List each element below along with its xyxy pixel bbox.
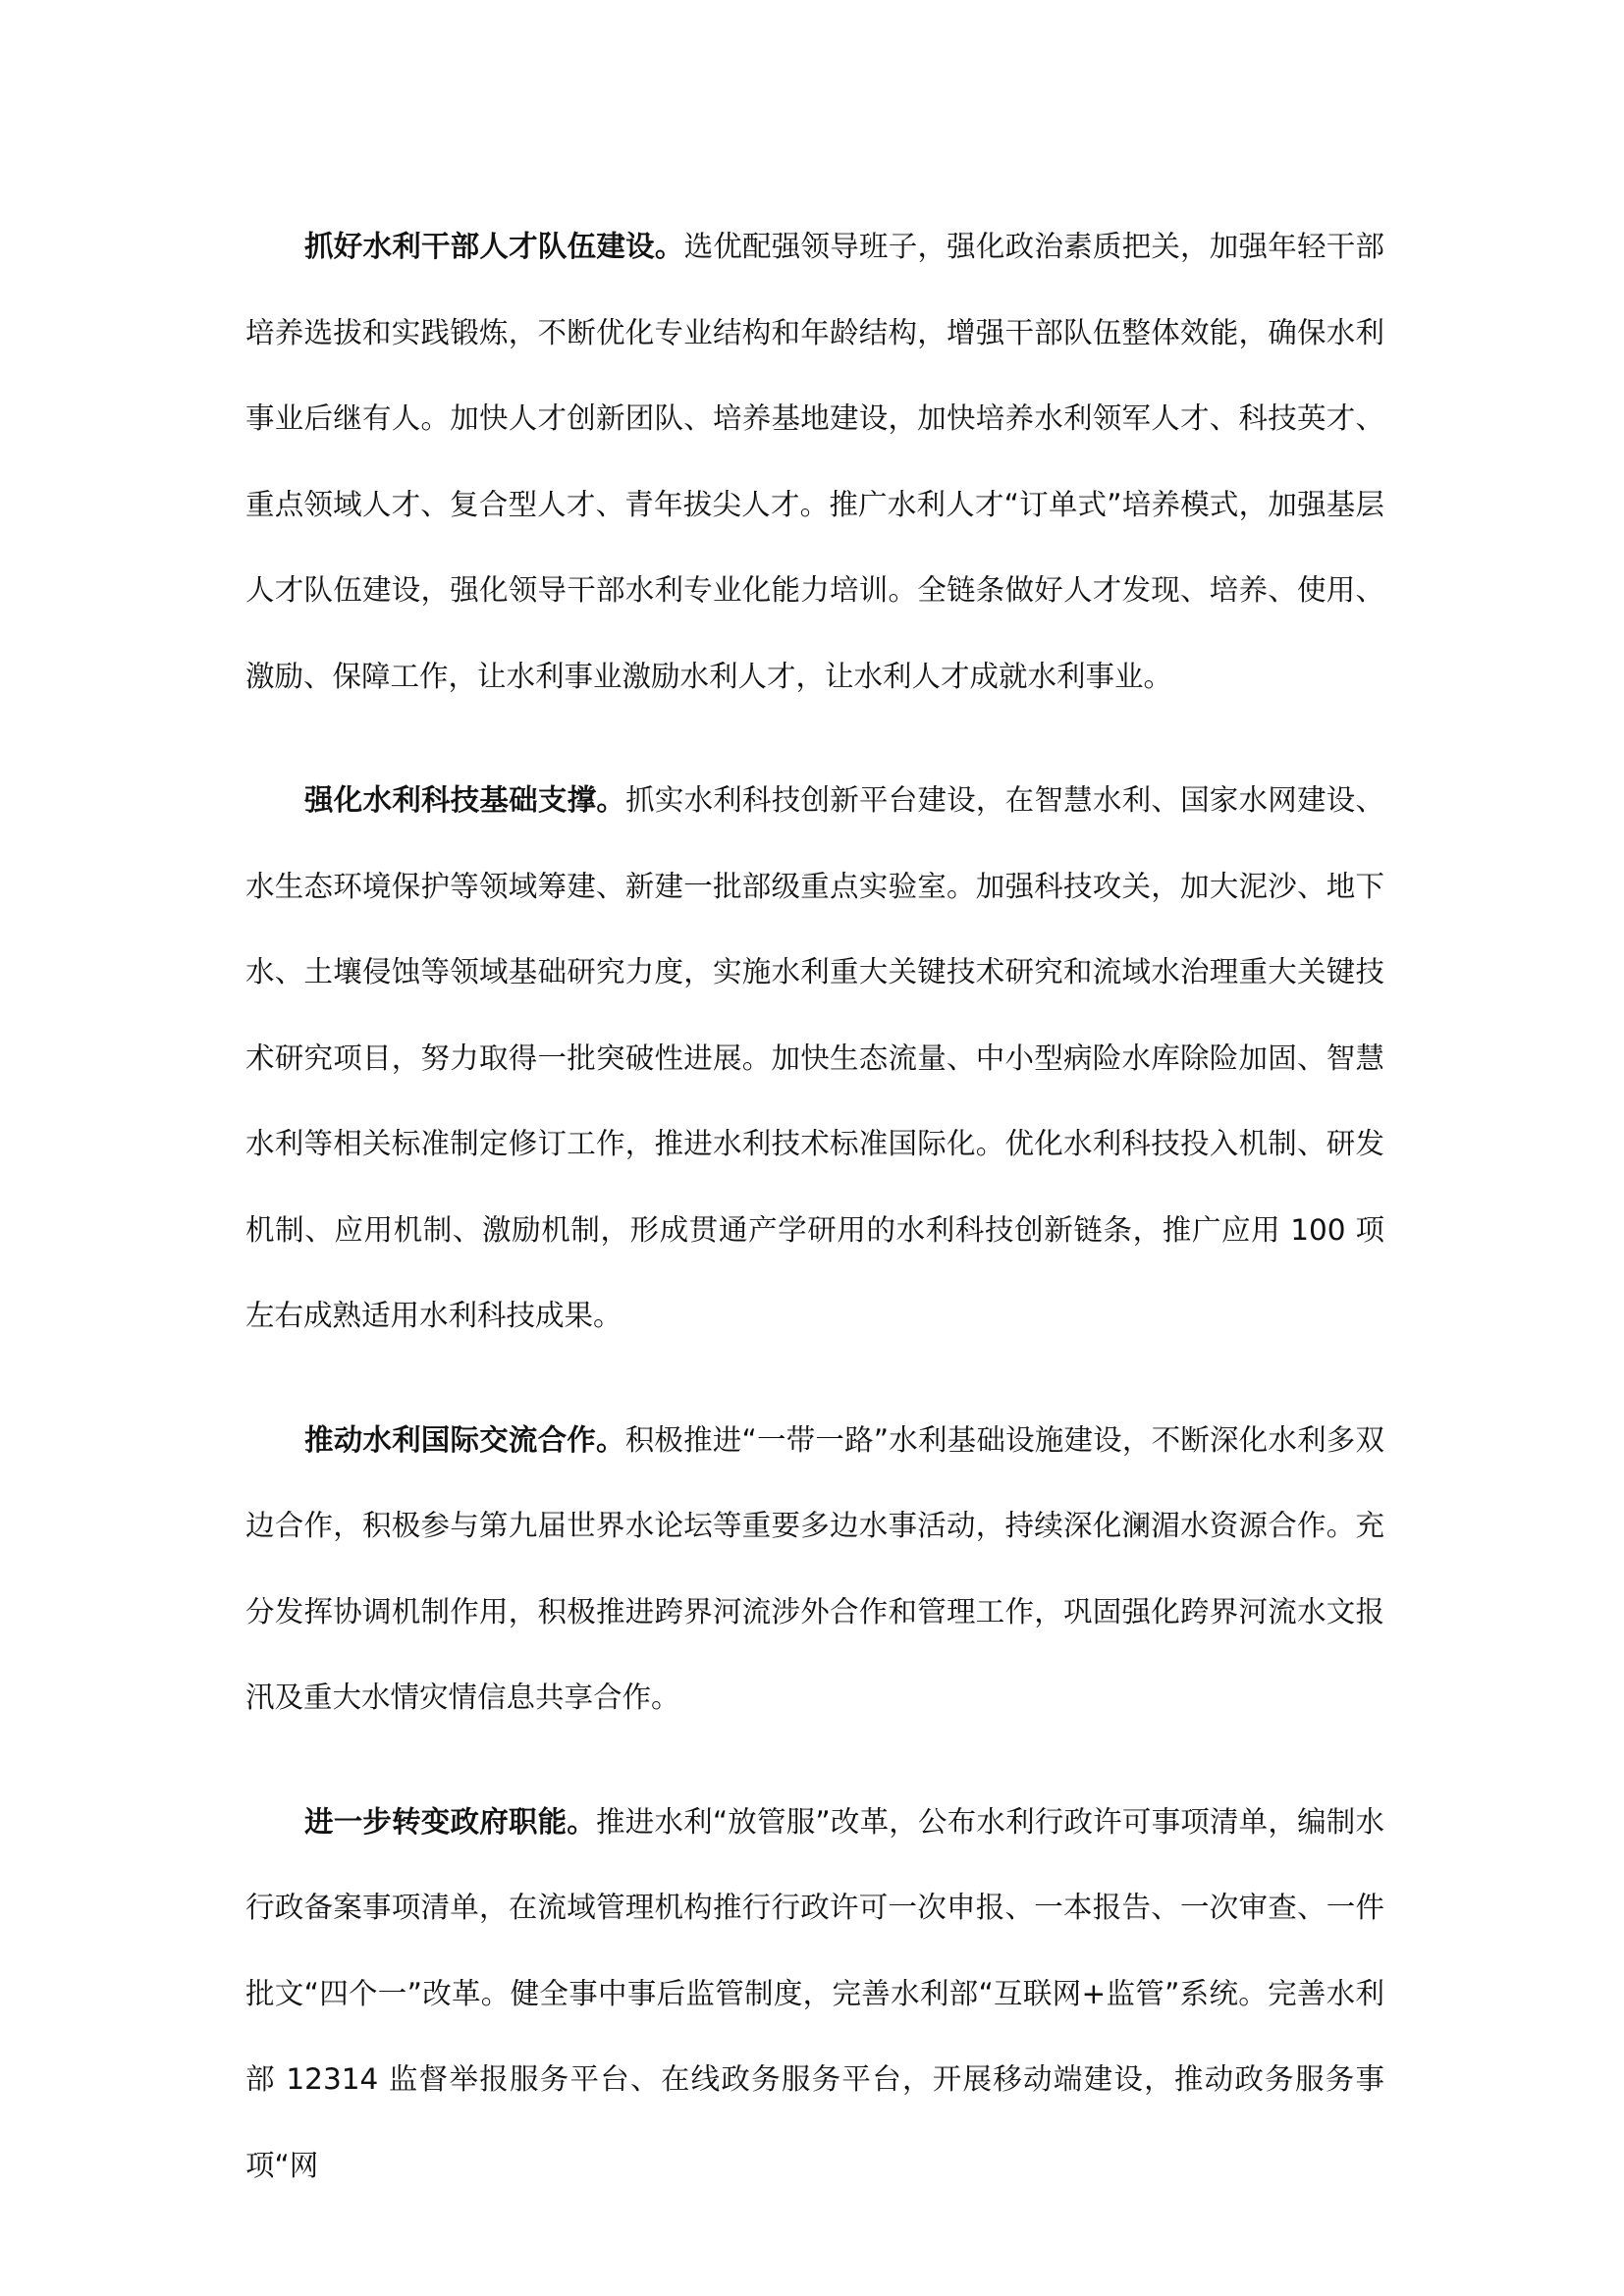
document-body [245, 204, 1384, 2247]
paragraph-international-cooperation [245, 1398, 1384, 1741]
paragraph-heading: 强化水利科技基础支撑。 [304, 783, 626, 817]
paragraph-text: 推进水利“放管服”改革，公布水利行政许可事项清单，编制水行政备案事项清单，在流域管理机构推行行政许可一次申报、一本报告、一次审查、一件批文“四个一”改革。健全事中事后监管制度，完善水利部“互联网+监管”系统。完善水利部 12314 监督举报服务平台、在线政务服务平台，开展移动端建设，推动政务服务事项“网 [245, 1804, 1384, 2182]
paragraph-heading: 抓好水利干部人才队伍建设。 [304, 230, 684, 263]
paragraph-government-functions [245, 1780, 1384, 2210]
paragraph-text: 积极推进“一带一路”水利基础设施建设，不断深化水利多双边合作，积极参与第九届世界水论坛等重要多边水事活动，持续深化澜湄水资源合作。充分发挥协调机制作用，积极推进跨界河流涉外合作和管理工作，巩固强化跨界河流水文报汛及重大水情灾情信息共享合作。 [245, 1422, 1384, 1714]
paragraph-heading: 进一步转变政府职能。 [304, 1804, 597, 1839]
paragraph-talent-team [245, 204, 1384, 720]
paragraph-text: 选优配强领导班子，强化政治素质把关，加强年轻干部培养选拔和实践锻炼，不断优化专业结构和年龄结构，增强干部队伍整体效能，确保水利事业后继有人。加快人才创新团队、培养基地建设，加快培养水利领军人才、科技英才、重点领域人才、复合型人才、青年拔尖人才。推广水利人才“订单式”培养模式，加强基层人才队伍建设，强化领导干部水利专业化能力培训。全链条做好人才发现、培养、使用、激励、保障工作，让水利事业激励水利人才，让水利人才成就水利事业。 [245, 230, 1384, 693]
paragraph-heading: 推动水利国际交流合作。 [304, 1422, 625, 1457]
paragraph-tech-support [245, 758, 1384, 1360]
paragraph-text: 抓实水利科技创新平台建设，在智慧水利、国家水网建设、水生态环境保护等领域筹建、新建一批部级重点实验室。加强科技攻关，加大泥沙、地下水、土壤侵蚀等领域基础研究力度，实施水利重大关键技术研究和流域水治理重大关键技术研究项目，努力取得一批突破性进展。加快生态流量、中小型病险水库除险加固、智慧水利等相关标准制定修订工作，推进水利技术标准国际化。优化水利科技投入机制、研发机制、应用机制、激励机制，形成贯通产学研用的水利科技创新链条，推广应用 100 项左右成熟适用水利科技成果。 [245, 783, 1384, 1332]
